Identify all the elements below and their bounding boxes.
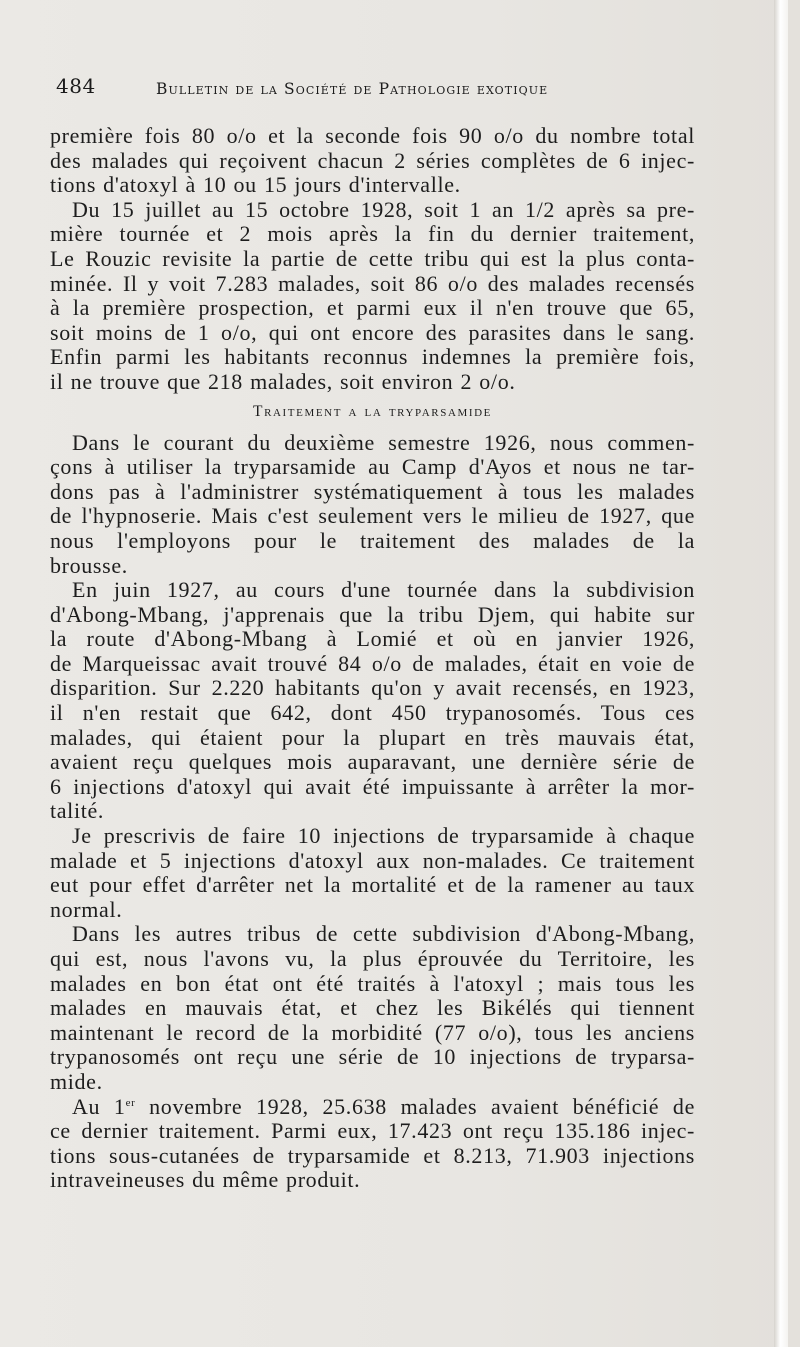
text-line: eut pour effet d'arrêter net la mortalité et de la ramener au taux bbox=[50, 872, 695, 898]
text-line: nous l'employons pour le traitement des malades de la bbox=[50, 527, 695, 553]
text-line: qui est, nous l'avons vu, la plus éprouvée du Territoire, les bbox=[50, 946, 695, 971]
body-text bbox=[50, 124, 695, 1193]
text-line: minée. Il y voit 7.283 malades, soit 86 o/o des malades recensés bbox=[50, 270, 695, 296]
text-line: normal. bbox=[50, 896, 123, 922]
text-line: çons à utiliser la tryparsamide au Camp d'Ayos et nous ne tar- bbox=[50, 454, 695, 480]
text-line: avaient reçu quelques mois auparavant, une dernière série de bbox=[50, 749, 695, 775]
text-line: disparition. Sur 2.220 habitants qu'on y avait recensés, en 1923, bbox=[50, 675, 695, 701]
text-line: talité. bbox=[50, 798, 105, 824]
text-line: à la première prospection, et parmi eux il n'en trouve que 65, bbox=[50, 295, 695, 321]
text-fragment: novembre 1928, 25.638 malades avaient bénéficié de bbox=[135, 1093, 695, 1119]
text-line: Je prescrivis de faire 10 injections de tryparsamide à chaque bbox=[72, 823, 695, 849]
ordinal-superscript: er bbox=[125, 1096, 136, 1109]
text-line: de l'hypnoserie. Mais c'est seulement vers le milieu de 1927, que bbox=[50, 503, 695, 529]
text-line bbox=[50, 1095, 695, 1120]
text-line: mière tournée et 2 mois après la fin du dernier traitement, bbox=[50, 221, 695, 247]
text-line: trypanosomés ont reçu une série de 10 injections de tryparsa- bbox=[50, 1044, 695, 1070]
text-line: malades en bon état ont été traités à l'atoxyl ; mais tous les bbox=[50, 970, 695, 996]
page-number: 484 bbox=[56, 74, 96, 98]
text-line: il ne trouve que 218 malades, soit environ 2 o/o. bbox=[50, 368, 516, 394]
text-line: Du 15 juillet au 15 octobre 1928, soit 1 an 1/2 après sa pre- bbox=[72, 196, 695, 222]
text-line: 6 injections d'atoxyl qui avait été impuissante à arrêter la mor- bbox=[50, 773, 695, 799]
text-line: maintenant le record de la morbidité (77 o/o), tous les anciens bbox=[50, 1019, 695, 1045]
text-line: tions sous-cutanées de tryparsamide et 8.213, 71.903 injections bbox=[50, 1142, 695, 1168]
text-line: de Marqueissac avait trouvé 84 o/o de malades, était en voie de bbox=[50, 650, 695, 676]
text-line: soit moins de 1 o/o, qui ont encore des parasites dans le sang. bbox=[50, 319, 695, 345]
text-line: tions d'atoxyl à 10 ou 15 jours d'intervalle. bbox=[50, 172, 461, 198]
running-title: Bulletin de la Société de Pathologie exotique bbox=[156, 80, 549, 98]
text-line: Le Rouzic revisite la partie de cette tribu qui est la plus conta- bbox=[50, 245, 695, 271]
page-header bbox=[56, 74, 696, 104]
text-fragment: Au bbox=[72, 1093, 114, 1119]
text-line: la route d'Abong-Mbang à Lomié et où en janvier 1926, bbox=[50, 626, 695, 652]
text-line: dons pas à l'administrer systématiquement à tous les malades bbox=[50, 478, 695, 504]
text-line: mide. bbox=[50, 1068, 103, 1094]
date-ordinal: 1 bbox=[113, 1093, 126, 1119]
text-line: première fois 80 o/o et la seconde fois 90 o/o du nombre total bbox=[50, 123, 695, 148]
text-line: Enfin parmi les habitants reconnus indemnes la première fois, bbox=[50, 344, 695, 370]
text-line: malade et 5 injections d'atoxyl aux non-malades. Ce traitement bbox=[50, 847, 695, 873]
text-line: d'Abong-Mbang, j'apprenais que la tribu Djem, qui habite sur bbox=[50, 601, 695, 627]
text-line: malades en mauvais état, et chez les Bikélés qui tiennent bbox=[50, 995, 695, 1021]
text-line: En juin 1927, au cours d'une tournée dans la subdivision bbox=[72, 577, 695, 603]
text-line: Dans le courant du deuxième semestre 1926, nous commen- bbox=[72, 429, 695, 455]
text-line: Dans les autres tribus de cette subdivision d'Abong-Mbang, bbox=[72, 921, 695, 947]
text-line: il n'en restait que 642, dont 450 trypanosomés. Tous ces bbox=[50, 700, 695, 726]
text-line: malades, qui étaient pour la plupart en très mauvais état, bbox=[50, 724, 695, 750]
text-line: intraveineuses du même produit. bbox=[50, 1167, 361, 1193]
section-title: Traitement a la tryparsamide bbox=[253, 402, 492, 420]
page-edge bbox=[774, 0, 788, 1347]
text-line: brousse. bbox=[50, 552, 128, 578]
text-line: des malades qui reçoivent chacun 2 séries complètes de 6 injec- bbox=[50, 147, 695, 173]
text-line: ce dernier traitement. Parmi eux, 17.423 ont reçu 135.186 injec- bbox=[50, 1118, 695, 1144]
